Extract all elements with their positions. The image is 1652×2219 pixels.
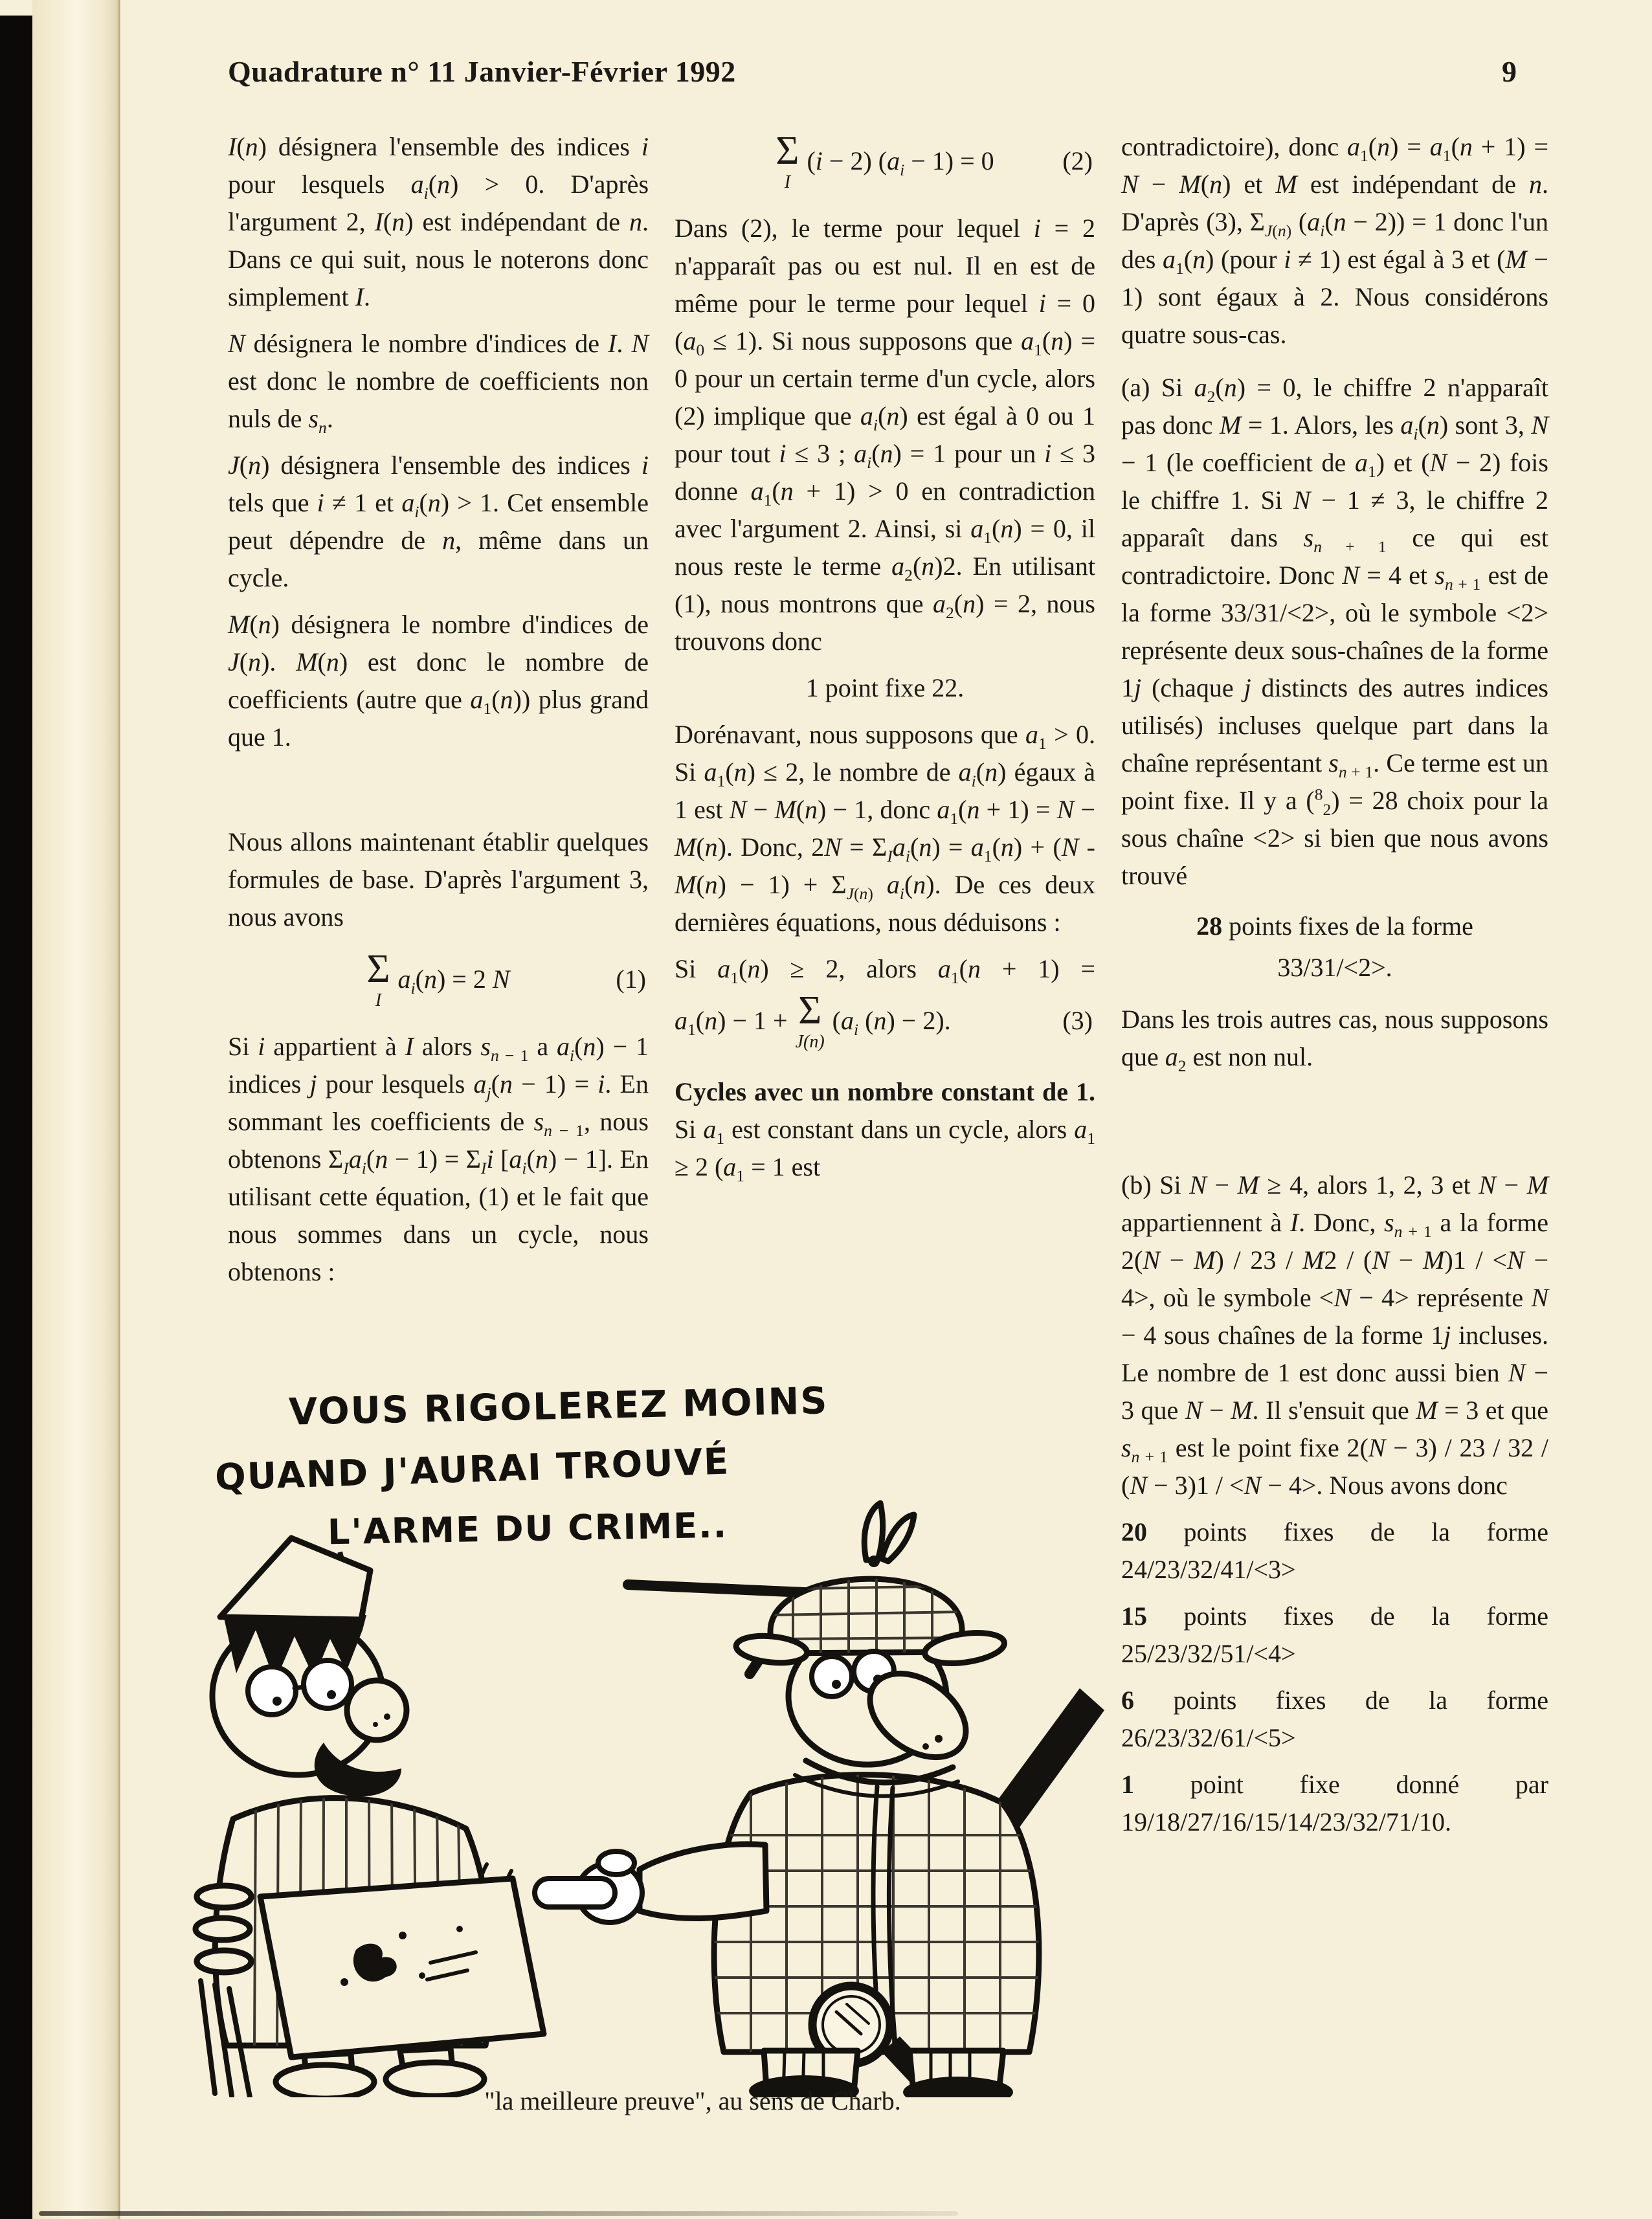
journal-header: Quadrature n° 11 Janvier-Février 1992 xyxy=(228,55,736,88)
paragraph: Dans les trois autres cas, nous supposons que $a_2$ est non nul. xyxy=(1121,1005,1548,1075)
fixed-points-form: 33/31/<2>. xyxy=(1277,953,1392,982)
sum-symbol: Σ I xyxy=(776,129,799,192)
fixed-point-line: 1 point fixe 22. xyxy=(805,673,965,702)
fixed-points-line: 28 points fixes de la forme xyxy=(1196,911,1473,941)
equation-3-intro: Si $a_1(n) \ge 2$, alors $a_1(n + 1)$ = xyxy=(675,954,1096,987)
equation-body: (i − 2) $(a_i - 1) = 0$ xyxy=(807,146,994,179)
equation-2 xyxy=(675,131,1095,192)
suspect-character xyxy=(195,1538,544,2097)
text-column-2 xyxy=(675,128,1095,1195)
hat-feather-2 xyxy=(882,1515,914,1561)
paragraph: Dans (2), le terme pour lequel i = 2 n'apparaît pas ou est nul. Il en est de même pour le terme pour lequel i = 0 $(a_0 \le 1)$. Si nous supposons que $a_1(n) = 0$ pour un certain terme d'un cycle, alors (2) implique que $a_i(n)$ est égal à 0 ou 1 pour tout i ≤ 3 ; $a_i(n) = 1$ pour un i ≤ 3 donne $a_1(n + 1) > 0$ en contradiction avec l'argument 2. Ainsi, si $a_1(n) = 0$, il nous reste le terme $a_2(n)2$. En utilisant (1), nous montrons que $a_2(n) = 2$, nous trouvons donc xyxy=(675,214,1096,656)
cartoon-illustration xyxy=(97,1482,1107,2097)
detective-eye-left xyxy=(812,1656,852,1697)
equation-3 xyxy=(675,990,1095,1051)
suspect-cap xyxy=(220,1538,370,1620)
sum-symbol: Σ I xyxy=(366,947,390,1010)
apron xyxy=(260,1879,544,2057)
speech-line-1: VOUS RIGOLEREZ MOINS xyxy=(288,1379,829,1434)
paragraph: I(n) désignera l'ensemble des indices i pour lesquels $a_i(n) > 0$. D'après l'argument 2, I(n) est indépendant de n. Dans ce qui suit, nous le noterons donc simplement I. xyxy=(228,132,649,311)
suspect-shoe-left xyxy=(276,2065,374,2097)
paragraph: Nous allons maintenant établir quelques formules de base. D'après l'argument 3, nous avons xyxy=(228,827,649,931)
sum-symbol: Σ J(n) xyxy=(795,988,825,1052)
cartoon-caption: "la meilleure preuve", au sens de Charb. xyxy=(484,2086,901,2115)
text-column-3 xyxy=(1121,128,1548,1850)
equation-number: (2) xyxy=(1062,146,1093,175)
speech-line-3: L'ARME DU CRIME.. xyxy=(327,1504,728,1553)
paragraph: N désignera le nombre d'indices de I. N est donc le nombre de coefficients non nuls de $s_n$. xyxy=(228,329,649,437)
result-line: 6 points fixes de la forme 26/23/32/61/<5> xyxy=(1121,1686,1548,1752)
section-heading-paragraph: Cycles avec un nombre constant de 1. Si $a_1$ est constant dans un cycle, alors $a_1 \ge 2$ ($a_1 = 1$ est xyxy=(675,1077,1095,1185)
paragraph: Dorénavant, nous supposons que $a_1 > 0$. Si $a_1(n) \le 2$, le nombre de $a_i(n)$ égaux à 1 est N − M(n) − 1, donc $a_1(n + 1) = N - M(n)$. Donc, $2N = \Sigma_Ia_i(n) = a_1(n) + (N - M(n) - 1) + \Sigma_{J(n)}$ $a_i(n)$. De ces deux dernières équations, nous déduisons : xyxy=(675,720,1096,937)
pointing-finger xyxy=(535,1879,615,1907)
pointing-arm xyxy=(640,1844,766,1919)
scan-left-edge xyxy=(0,16,32,2219)
scan-bottom-shadow xyxy=(39,2211,958,2216)
equation-body: $a_i(n) = 2$ N xyxy=(397,965,510,998)
paragraph: contradictoire), donc $a_1(n) = a_1(n + 1) = N - M(n)$ et M est indépendant de n. D'après (3), $\Sigma_{J(n)}$ $(a_i(n - 2)) = 1$ donc l'un des $a_1(n)$ (pour i ≠ 1) est égal à 3 et (M − 1) sont égaux à 2. Nous considérons quatre sous-cas. xyxy=(1121,132,1548,349)
paragraph: Si i appartient à I alors $s_{n - 1}$ a $a_i(n) - 1$ indices j pour lesquels $a_j(n - 1) = i$. En sommant les coefficients de $s_{n - 1}$, nous obtenons $\Sigma_Ia_i(n - 1) = \Sigma_Ii$ $[a_i(n) - 1]$. En utilisant cette équation, (1) et le fait que nous sommes dans un cycle, nous obtenons : xyxy=(228,1032,649,1286)
speech-line-2: QUAND J'AURAI TROUVÉ xyxy=(214,1440,731,1499)
equation-number: (1) xyxy=(616,965,646,994)
suspect-glasses-right xyxy=(304,1660,352,1708)
result-line: 20 points fixes de la forme 24/23/32/41/<3> xyxy=(1121,1517,1548,1584)
text-column-1 xyxy=(228,128,649,1300)
paragraph: J(n) désignera l'ensemble des indices i tels que i ≠ 1 et $a_i(n) > 1$. Cet ensemble peut dépendre de n, même dans un cycle. xyxy=(228,451,649,592)
suspect-nose xyxy=(347,1680,407,1740)
result-line: 15 points fixes de la forme 25/23/32/51/<4> xyxy=(1121,1601,1548,1668)
equation-number: (3) xyxy=(1062,1006,1093,1035)
result-line: 1 point fixe donné par 19/18/27/16/15/14/23/32/71/10. xyxy=(1121,1770,1548,1836)
equation-1 xyxy=(228,949,649,1010)
paragraph: (a) Si $a_2(n) = 0$, le chiffre 2 n'apparaît pas donc M = 1. Alors, les $a_i(n)$ sont 3, N − 1 (le coefficient de $a_1$) et (N − 2) fois le chiffre 1. Si N − 1 ≠ 3, le chiffre 2 apparaît dans $s_{n + 1}$ ce qui est contradictoire. Donc N = 4 et $s_{n + 1}$ est de la forme 33/31/<2>, où le symbole <2> représente deux sous-chaînes de la forme 1j (chaque j distincts des autres indices utilisés) incluses quelque part dans la chaîne représentant $s_{n + 1}$. Ce terme est un point fixe. Il y a ($^8_2$) = 28 choix pour la sous chaîne <2> si bien que nous avons trouvé xyxy=(1121,373,1549,890)
equation-rhs: ($a_i$ (n) − 2). xyxy=(832,1006,951,1039)
equation-lhs: $a_1(n) - 1$ + xyxy=(675,1006,788,1039)
paragraph: M(n) désignera le nombre d'indices de J(n). M(n) est donc le nombre de coefficients (autre que $a_1(n)$) plus grand que 1. xyxy=(228,610,649,752)
suspect-glasses-left xyxy=(248,1667,296,1715)
hat-feather xyxy=(864,1503,882,1560)
page-number: 9 xyxy=(1502,55,1517,88)
paragraph: (b) Si N − M ≥ 4, alors 1, 2, 3 et N − M appartiennent à I. Donc, $s_{n + 1}$ a la forme 2(N − M) / 23 / M2 / (N − M)1 / <N − 4>, où le symbole <N − 4> représente N − 4 sous chaînes de la forme 1j incluses. Le nombre de 1 est donc aussi bien N − 3 que N − M. Il s'ensuit que M = 3 et que $s_{n + 1}$ est le point fixe 2(N − 3) / 23 / 32 / (N − 3)1 / <N − 4>. Nous avons donc xyxy=(1121,1170,1549,1500)
